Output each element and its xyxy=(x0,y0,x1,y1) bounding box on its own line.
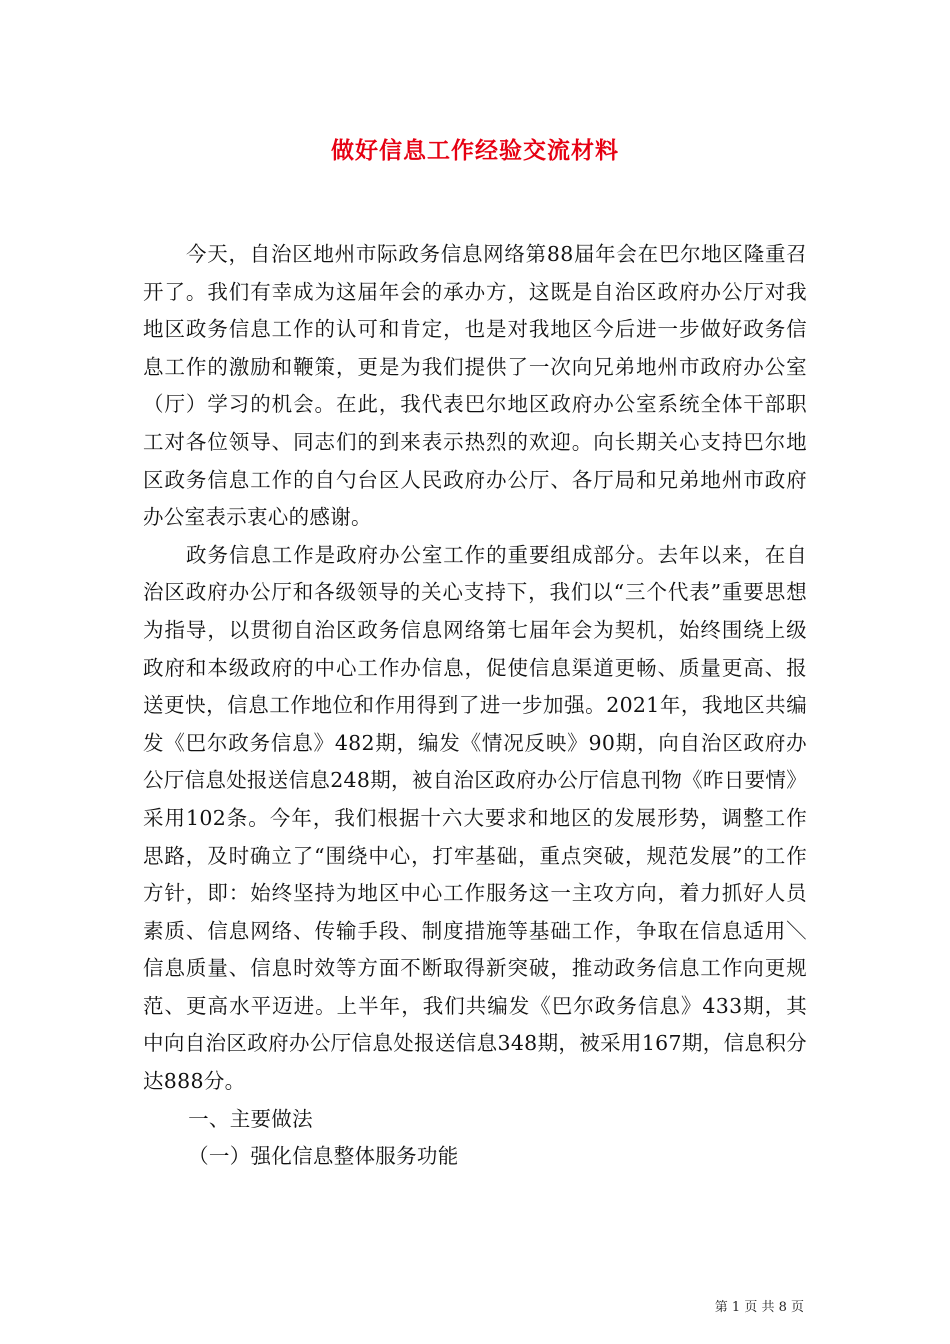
section-heading: 一、主要做法 xyxy=(188,1106,313,1131)
document-title: 做好信息工作经验交流材料 xyxy=(331,137,619,164)
document-body xyxy=(143,236,807,1176)
page-number: 第 1 页 共 8 页 xyxy=(714,1300,804,1315)
paragraph-welcome: 今天，自治区地州市际政务信息网络第88届年会在巴尔地区隆重召开了。我们有幸成为这届年会的承办方，这既是自治区政府办公厅对我地区政务信息工作的认可和肯定，也是对我地区今后进一步做好政务信息工作的激励和鞭策，更是为我们提供了一次向兄弟地州市政府办公室（厅）学习的机会。在此，我代表巴尔地区政府办公室系统全体干部职工对各位领导、同志们的到来表示热烈的欢迎。向长期关心支持巴尔地区政务信息工作的自勺台区人民政府办公厅、各厅局和兄弟地州市政府办公室表示衷心的感谢。 xyxy=(143,242,807,530)
paragraph-overview: 政务信息工作是政府办公室工作的重要组成部分。去年以来，在自治区政府办公厅和各级领导的关心支持下，我们以“三个代表”重要思想为指导，以贯彻自治区政务信息网络第七届年会为契机，始终围绕上级政府和本级政府的中心工作办信息，促使信息渠道更畅、质量更高、报送更快，信息工作地位和作用得到了进一步加强。2021年，我地区共编发《巴尔政务信息》482期，编发《情况反映》90期，向自治区政府办公厅信息处报送信息248期，被自治区政府办公厅信息刊物《昨日要情》采用102条。今年，我们根据十六大要求和地区的发展形势，调整工作思路，及时确立了“围绕中心，打牢基础，重点突破，规范发展”的工作方针，即：始终坚持为地区中心工作服务这一主攻方向，着力抓好人员素质、信息网络、传输手段、制度措施等基础工作，争取在信息适用＼信息质量、信息时效等方面不断取得新突破，推动政务信息工作向更规范、更高水平迈进。上半年，我们共编发《巴尔政务信息》433期，其中向自治区政府办公厅信息处报送信息348期，被采用167期，信息积分达888分。 xyxy=(143,542,808,1094)
subsection-heading: （一）强化信息整体服务功能 xyxy=(188,1144,459,1169)
